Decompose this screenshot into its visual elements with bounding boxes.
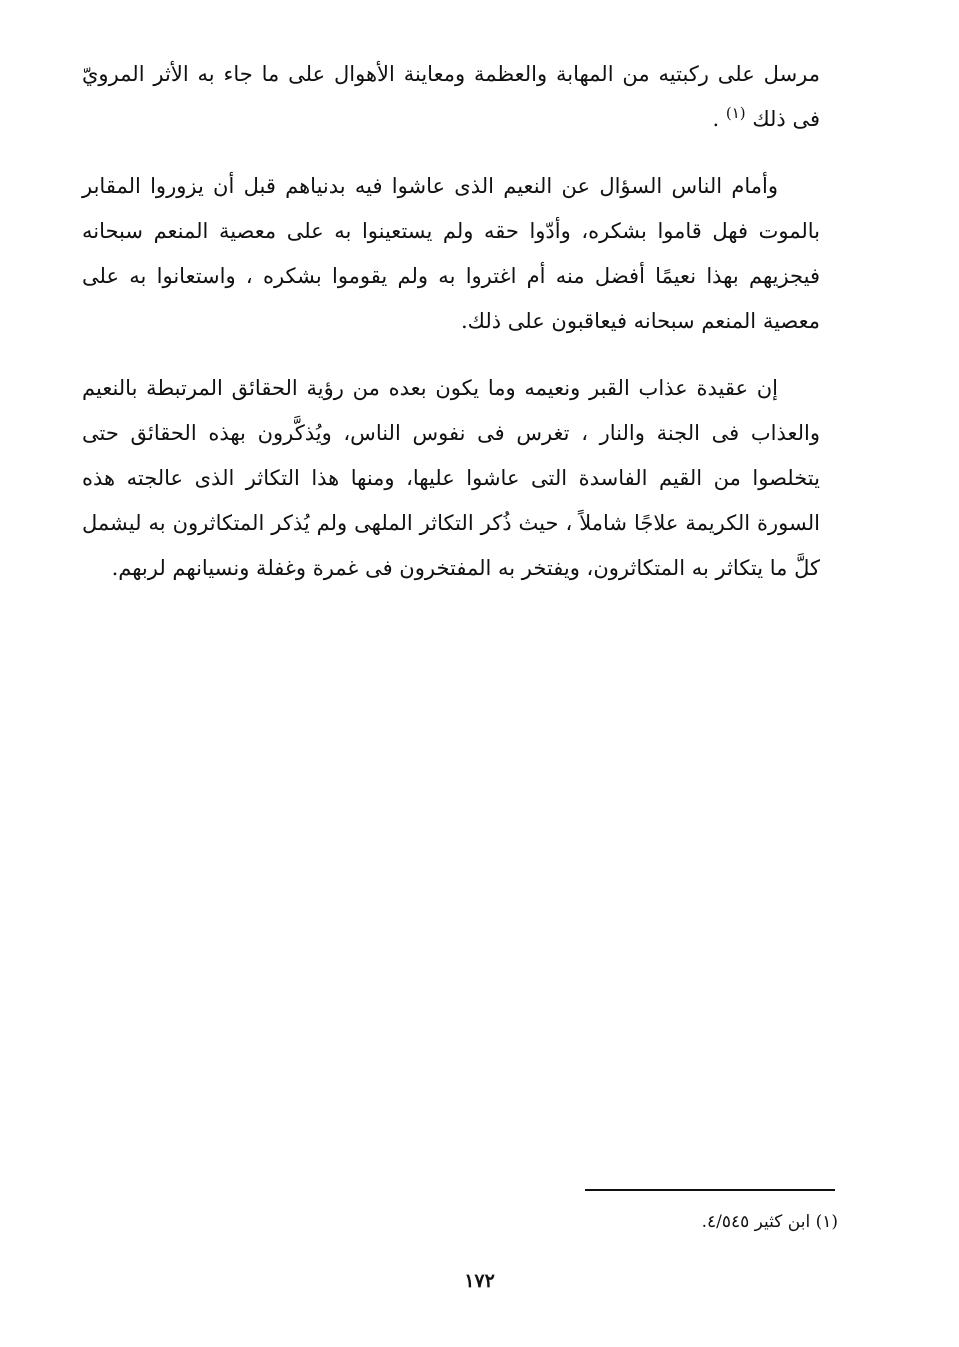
main-text xyxy=(82,52,820,613)
paragraph-1-end: . xyxy=(712,107,726,131)
paragraph-3: إن عقيدة عذاب القبر ونعيمه وما يكون بعده من رؤية الحقائق المرتبطة بالنعيم والعذاب فى الجنة والنار ، تغرس فى نفوس الناس، ويُذكَّرون بهذه الحقائق حتى يتخلصوا من القيم الفاسدة التى عاشوا عليها، ومنها هذا التكاثر الذى عالجته هذه السورة الكريمة علاجًا شاملاً ، حيث ذُكر التكاثر الملهى ولم يُذكر المتكاثرون به ليشمل كلَّ ما يتكاثر به المتكاثرون، ويفتخر به المفتخرون فى غمرة وغفلة ونسيانهم لربهم. xyxy=(82,376,820,580)
footnote: (١) ابن كثير ٤/٥٤٥. xyxy=(701,1212,838,1232)
footnote-separator xyxy=(585,1189,835,1191)
footnote-reference: (١) xyxy=(725,104,746,122)
paragraph-1 xyxy=(82,52,820,142)
page-number: ١٧٢ xyxy=(464,1270,495,1292)
paragraph-2: وأمام الناس السؤال عن النعيم الذى عاشوا فيه بدنياهم قبل أن يزوروا المقابر بالموت فهل قاموا بشكره، وأدّوا حقه ولم يستعينوا به على معصية المنعم سبحانه فيجزيهم بهذا نعيمًا أفضل منه أم اغتروا به ولم يقوموا بشكره ، واستعانوا به على معصية المنعم سبحانه فيعاقبون على ذلك. xyxy=(82,174,820,333)
paragraph-1-text: مرسل على ركبتيه من المهابة والعظمة ومعاينة الأهوال على ما جاء به الأثر المرويّ فى ذلك xyxy=(82,62,820,131)
